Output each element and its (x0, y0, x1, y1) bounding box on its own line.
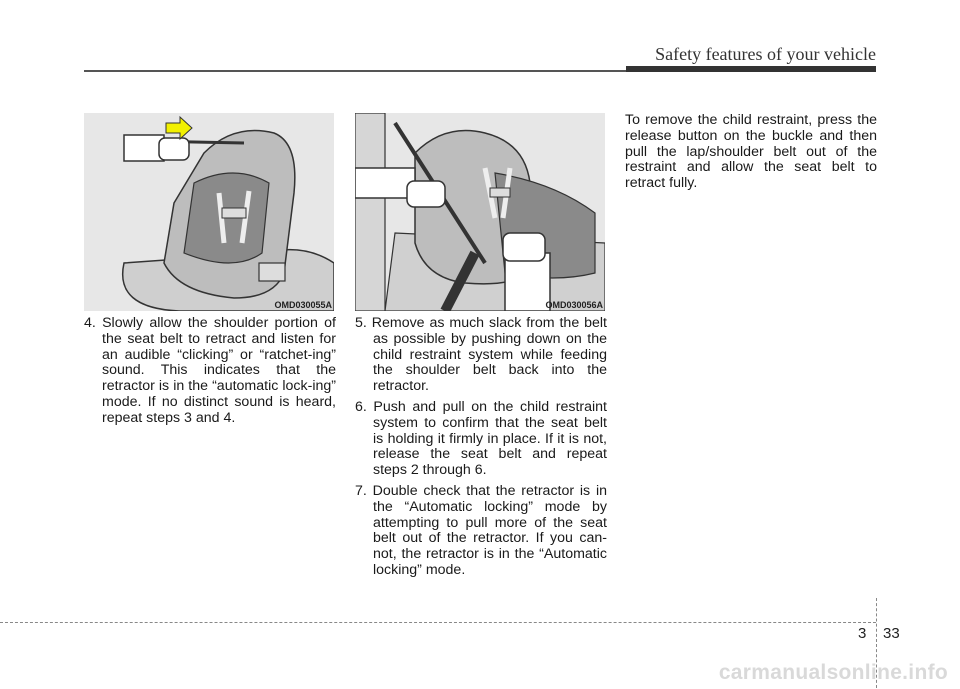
remove-restraint-text: To remove the child restraint, press the release button on the buckle and then pull the lap/shoulder belt out of the restraint and allow the seat belt to retract fully. (625, 112, 877, 192)
page-section-number: 3 (858, 625, 867, 642)
footer-rule (0, 622, 876, 623)
step-6: 6. Push and pull on the child restraint system to confirm that the seat belt is holding it firmly in place. If it is not, release the seat belt and repeat steps 2 through 6. (355, 398, 607, 479)
watermark: carmanualsonline.info (718, 661, 948, 684)
header-rule-accent (626, 66, 876, 72)
child-seat-illustration-1 (84, 113, 334, 311)
figure-child-seat-retract (84, 113, 334, 311)
column-2 (355, 316, 607, 584)
figure-child-seat-push (355, 113, 605, 311)
header-title: Safety features of your vehicle (655, 44, 876, 64)
column-3 (625, 113, 877, 192)
figure-code: OMD030056A (545, 300, 603, 310)
step-5: 5. Remove as much slack from the belt as possible by pushing down on the child restraint system while feeding the shoulder belt back into the retractor. (355, 315, 607, 395)
figure-code: OMD030055A (274, 300, 332, 310)
column-1 (84, 316, 336, 432)
step-7: 7. Double check that the retractor is in the “Automatic locking” mode by attempting to pull more of the seat belt out of the retractor. If you can-not, the retractor is in the “Automatic locking” mode. (355, 482, 607, 578)
step-4: 4. Slowly allow the shoulder portion of the seat belt to retract and listen for an audible “clicking” or “ratchet-ing” sound. This indicates that the retractor is in the “automatic lock-ing” mode. If no distinct sound is heard, repeat steps 3 and 4. (84, 315, 336, 426)
child-seat-illustration-2 (355, 113, 605, 311)
direction-arrow-icon (166, 117, 192, 139)
page-number: 33 (883, 625, 900, 642)
